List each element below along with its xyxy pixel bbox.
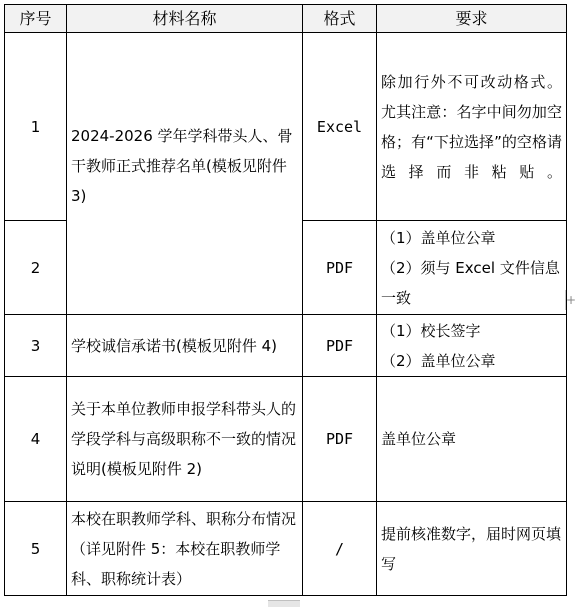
table-row — [5, 33, 567, 221]
row-5-req-line-1: 提前核准数字，届时网页填写 — [381, 524, 562, 573]
row-4-req — [377, 377, 567, 502]
table-row — [5, 315, 567, 377]
table-row — [5, 502, 567, 596]
row-1-format: Excel — [303, 33, 377, 221]
row-4-name: 关于本单位教师申报学科带头人的学段学科与高级职称不一致的情况说明(模板见附件 2) — [67, 377, 303, 502]
add-row-icon[interactable]: + — [565, 290, 574, 310]
row-2-req-line-2: （2）须与 Excel 文件信息一致 — [381, 258, 560, 307]
row-1-name-text: 2024-2026 学年学科带头人、骨干教师正式推荐名单(模板见附件 3) — [71, 127, 293, 205]
row-5-format: / — [303, 502, 377, 596]
row-2-req — [377, 221, 567, 315]
row-2-format: PDF — [303, 221, 377, 315]
row-3-req — [377, 315, 567, 377]
row-5-no: 5 — [5, 502, 67, 596]
table-row — [5, 377, 567, 502]
row-5-req — [377, 502, 567, 596]
row-3-name: 学校诚信承诺书(模板见附件 4) — [67, 315, 303, 377]
row-2-no: 2 — [5, 221, 67, 315]
row-5-name: 本校在职教师学科、职称分布情况（详见附件 5：本校在职教师学科、职称统计表） — [67, 502, 303, 596]
table-header-row — [5, 5, 567, 33]
scroll-handle[interactable] — [268, 600, 300, 607]
row-1-req — [377, 33, 567, 221]
row-3-no: 3 — [5, 315, 67, 377]
row-1-req-line-1: 除加行外不可改动格式。 — [381, 72, 562, 91]
header-no: 序号 — [5, 5, 67, 33]
row-1-name — [67, 33, 303, 315]
row-3-req-line-2: （2）盖单位公章 — [381, 351, 496, 370]
row-4-format: PDF — [303, 377, 377, 502]
row-2-req-line-1: （1）盖单位公章 — [381, 228, 496, 247]
header-format: 格式 — [303, 5, 377, 33]
row-3-req-line-1: （1）校长签字 — [381, 321, 481, 340]
row-3-format: PDF — [303, 315, 377, 377]
row-1-req-line-2: 尤其注意：名字中间勿加空格；有“下拉选择”的空格请选择而非粘贴。 — [381, 102, 562, 181]
header-req: 要求 — [377, 5, 567, 33]
materials-table — [4, 4, 567, 596]
row-1-no: 1 — [5, 33, 67, 221]
header-name: 材料名称 — [67, 5, 303, 33]
row-4-no: 4 — [5, 377, 67, 502]
row-4-req-line-1: 盖单位公章 — [381, 430, 457, 448]
